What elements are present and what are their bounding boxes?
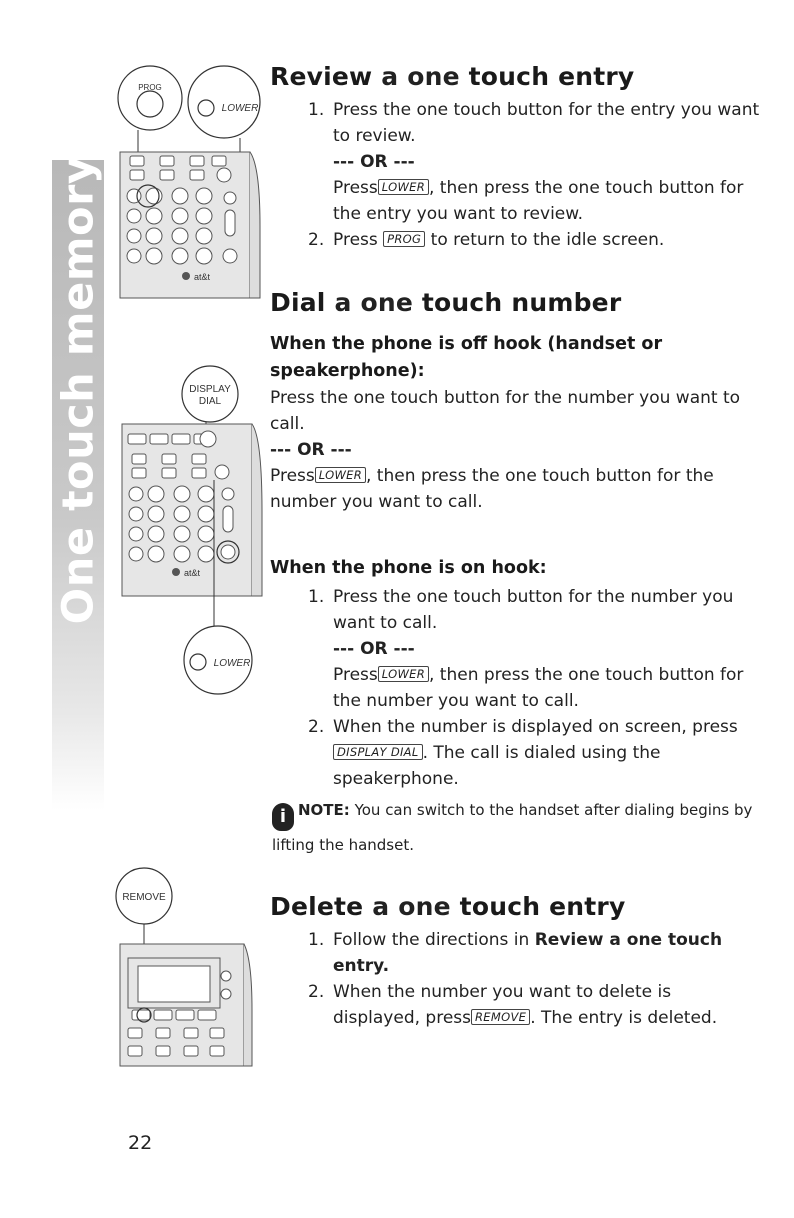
lower-label-2: LOWER xyxy=(213,658,251,669)
prog-button-icon xyxy=(137,91,163,117)
lower-callout-circle xyxy=(188,66,260,138)
offhook-heading: When the phone is off hook (handset or speakerphone): xyxy=(270,334,663,381)
offhook-text: Press the one touch button for the number you want to call. --- OR --- Press LOWER , then press the one touch button for the number you want to call. xyxy=(270,388,741,512)
remove-label: REMOVE xyxy=(122,892,166,903)
lower-key-2: LOWER xyxy=(315,467,366,483)
att-logo-icon xyxy=(182,272,190,280)
review-step-1: 1. Press the one touch button for the entry you want to review. --- OR --- Press LOWER , then press the one touch button for the entry you want to review. xyxy=(308,100,760,224)
delete-step-1: 1. Follow the directions in Review a one touch entry. xyxy=(308,930,723,976)
onhook-steps xyxy=(270,584,760,792)
review-section xyxy=(270,62,760,253)
review-steps xyxy=(270,97,760,253)
info-icon: i xyxy=(272,803,294,831)
page-number: 22 xyxy=(128,1132,153,1154)
att-logo-icon-2 xyxy=(172,568,180,576)
dial-section xyxy=(270,288,760,792)
lower-button-icon-2 xyxy=(190,654,206,670)
lower-key-3: LOWER xyxy=(378,666,429,682)
side-tab-label: One touch memory xyxy=(53,155,104,625)
delete-heading: Delete a one touch entry xyxy=(270,892,626,921)
delete-steps xyxy=(270,927,760,1031)
brand-label: at&t xyxy=(194,272,211,282)
onhook-step-2: 2. When the number is displayed on screen, press DISPLAY DIAL . The call is dialed using the speakerphone. xyxy=(308,717,738,789)
note-text: You can switch to the handset after dialing begins by lifting the handset. xyxy=(272,801,753,854)
dial-heading: Dial a one touch number xyxy=(270,288,622,317)
onhook-heading: When the phone is on hook: xyxy=(270,558,547,578)
brand-label-2: at&t xyxy=(184,568,201,578)
or-divider: --- OR --- xyxy=(333,152,415,172)
remove-key: REMOVE xyxy=(471,1009,530,1025)
display-dial-label-1: DISPLAY xyxy=(189,384,231,395)
delete-section xyxy=(270,892,760,1031)
prog-label: PROG xyxy=(138,83,162,92)
note-label: NOTE: xyxy=(298,801,350,819)
phone-keypad-illustration-1 xyxy=(112,56,262,300)
phone-keypad-illustration-2 xyxy=(114,362,264,696)
lower-label: LOWER xyxy=(221,103,259,114)
side-tab xyxy=(52,155,104,625)
review-step-2: 2. Press PROG to return to the idle screen. xyxy=(308,230,665,250)
review-heading: Review a one touch entry xyxy=(270,62,635,91)
lower-button-icon xyxy=(198,100,214,116)
prog-key: PROG xyxy=(383,231,425,247)
review-reference: Review a one touch entry. xyxy=(333,930,723,976)
phone-remove-illustration xyxy=(114,860,254,1068)
display-dial-key: DISPLAY DIAL xyxy=(333,744,423,760)
delete-step-2: 2. When the number you want to delete is displayed, press REMOVE . The entry is deleted. xyxy=(308,982,718,1028)
onhook-step-1: 1. Press the one touch button for the number you want to call. --- OR --- Press LOWER , then press the one touch button for the number you want to call. xyxy=(308,587,744,711)
lower-key: LOWER xyxy=(378,179,429,195)
display-dial-label-2: DIAL xyxy=(198,396,222,407)
note-box xyxy=(272,796,762,860)
phone-display xyxy=(138,966,210,1002)
